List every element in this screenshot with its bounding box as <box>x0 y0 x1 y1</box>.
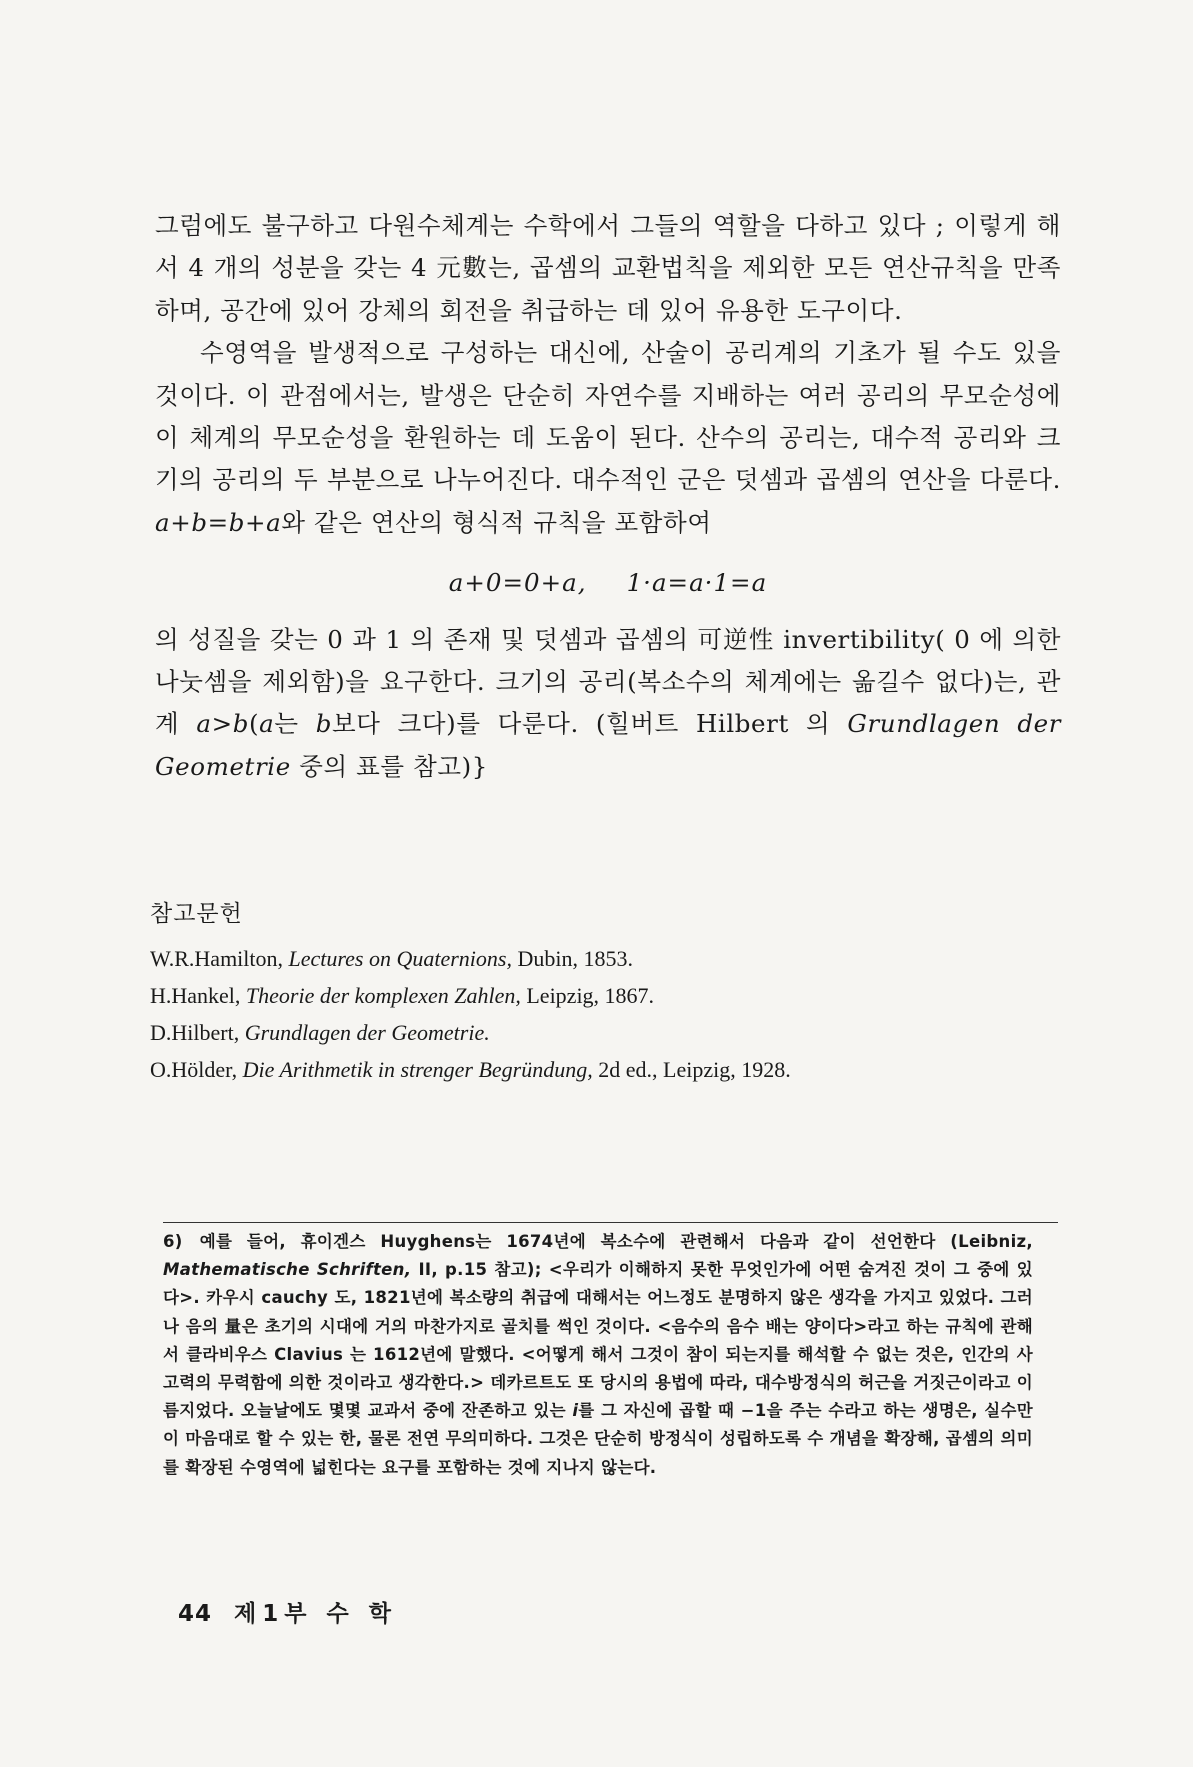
paragraph-3-text-b: ( <box>248 709 260 739</box>
reference-item <box>150 1051 1050 1088</box>
paragraph-3-text-d: 보다 크다)를 다룬다. (힐버트 Hilbert 의 <box>332 709 831 739</box>
reference-author: O.Hölder, <box>150 1057 238 1082</box>
footnote-text-3: 를 그 자신에 곱할 때 −1을 주는 수라고 하는 생명은, 실수만이 마음대로 할 수 있는 한, 물론 전연 무의미하다. 그것은 단순히 방정식이 성립하도록 수 개념을 확장해, 곱셈의 의미를 확장된 수영역에 넓힌다는 요구를 포함하는 것에 지나지 않는다. <box>163 1401 1033 1477</box>
paragraph-3 <box>155 619 1061 789</box>
reference-title: Die Arithmetik in strenger Begründung, <box>242 1057 593 1082</box>
main-text <box>155 205 1061 788</box>
reference-title: Grundlagen der Geometrie. <box>244 1020 490 1045</box>
paragraph-3-text-a: 의 성질을 갖는 0 과 1 의 존재 및 덧셈과 곱셈의 可逆性 invertibility( 0 에 의한 나눗셈을 제외함)을 요구한다. 크기의 공리(복소수의 체계에는 옮길수 없다)는, 관계 <box>155 624 1061 739</box>
variable-b: b <box>315 709 333 739</box>
paragraph-3-text-e: 중의 표를 참고)} <box>299 751 488 781</box>
reference-item <box>150 1014 1050 1051</box>
footnote-body <box>163 1232 1033 1477</box>
references-heading: 참고문헌 <box>150 901 243 927</box>
reference-item <box>150 977 1050 1014</box>
paragraph-2-tail: 와 같은 연산의 형식적 규칙을 포함하여 <box>281 507 712 537</box>
page-number: 44 <box>178 1601 213 1627</box>
variable-a: a <box>259 709 275 739</box>
footnote-6 <box>163 1228 1033 1482</box>
footnote-variable-i: i <box>572 1401 579 1421</box>
footnote-cited-title: Mathematische Schriften, <box>163 1260 412 1280</box>
reference-title: Lectures on Quaternions, <box>288 946 512 971</box>
reference-publication: 2d ed., Leipzig, 1928. <box>598 1057 791 1082</box>
reference-author: H.Hankel, <box>150 983 241 1008</box>
reference-item <box>150 940 1050 977</box>
hilbert-title: Grundlagen der Geometrie <box>155 709 1062 781</box>
page-footer <box>178 1595 397 1628</box>
footnote-text-2: II, p.15 참고); <우리가 이해하지 못한 무엇인가에 어떤 숨겨진 것이 그 중에 있다>. 카우시 cauchy 도, 1821년에 복소량의 취급에 대해서는 어느정도 분명하지 않은 생각을 가지고 있었다. 그러나 음의 量은 초기의 시대에 거의 마찬가지로 골치를 썩인 것이다. <음수의 음수 배는 양이다>라고 하는 규칙에 관해서 클라비우스 Clavius 는 1612년에 말했다. <어떻게 해서 그것이 참이 되는지를 해석할 수 없는 것은, 인간의 사고력의 무력함에 의한 것이라고 생각한다.> 데카르트도 또 당시의 용법에 따라, 대수방정식의 허근을 거짓근이라고 이름지었다. 오늘날에도 몇몇 교과서 중에 잔존하고 있는 <box>163 1260 1033 1421</box>
identity-equation <box>155 562 1061 604</box>
paragraph-2-lead: 수영역을 발생적으로 구성하는 대신에, 산술이 공리계의 기초가 될 수도 있을 것이다. 이 관점에서는, 발생은 단순히 자연수를 지배하는 여러 공리의 무모순성에 이 체계의 무모순성을 환원하는 데 도움이 된다. 산수의 공리는, 대수적 공리와 크기의 공리의 두 부분으로 나누어진다. 대수적인 군은 덧셈과 곱셈의 연산을 다룬다. <box>155 338 1061 495</box>
reference-author: D.Hilbert, <box>150 1020 240 1045</box>
equation-left: a+0=0+a, <box>448 568 587 598</box>
section-title: 제1부 수 학 <box>234 1601 397 1627</box>
reference-author: W.R.Hamilton, <box>150 946 284 971</box>
footnote-divider <box>163 1222 1058 1223</box>
reference-title: Theorie der komplexen Zahlen, <box>245 983 521 1008</box>
paragraph-3-text-c: 는 <box>274 709 299 739</box>
equation-right: 1·a=a·1=a <box>626 568 768 598</box>
commutative-formula: a+b=b+a <box>155 507 282 537</box>
relation-formula: a>b <box>196 709 249 739</box>
footnote-number: 6) <box>163 1232 183 1251</box>
paragraph-1: 그럼에도 불구하고 다원수체계는 수학에서 그들의 역할을 다하고 있다 ; 이렇게 해서 4 개의 성분을 갖는 4 元數는, 곱셈의 교환법칙을 제외한 모든 연산규칙을 만족하며, 공간에 있어 강체의 회전을 취급하는 데 있어 유용한 도구이다. <box>155 211 1061 325</box>
reference-publication: Leipzig, 1867. <box>526 983 655 1008</box>
footnote-text-1: 예를 들어, 휴이겐스 Huyghens는 1674년에 복소수에 관련해서 다음과 같이 선언한다 (Leibniz, <box>199 1232 1033 1251</box>
reference-publication: Dubin, 1853. <box>517 946 633 971</box>
paragraph-2 <box>155 332 1061 544</box>
references-section <box>150 895 1050 1088</box>
